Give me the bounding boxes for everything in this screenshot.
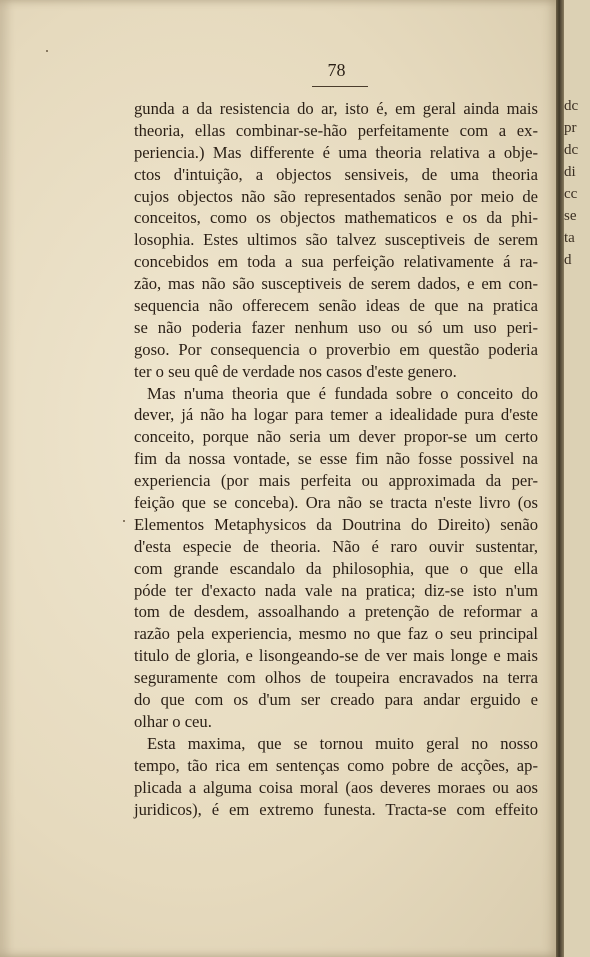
next-page-fragment: ta bbox=[564, 230, 575, 246]
text-line: com grande escandalo da philosophia, que o que ella bbox=[134, 558, 538, 578]
pencil-mark bbox=[46, 50, 48, 52]
text-line: plicada a alguma coisa moral (aos deveres moraes ou aos bbox=[134, 777, 538, 797]
text-line: conceitos, como os objectos mathematicos e os da phi- bbox=[134, 208, 538, 228]
text-line: do que com os d'um ser creado para andar erguido e bbox=[134, 690, 538, 710]
pencil-mark bbox=[123, 520, 125, 522]
next-page-fragment: dc bbox=[564, 142, 579, 158]
text-line: razão pela experiencia, mesmo no que faz o seu principal bbox=[134, 624, 538, 644]
text-line: periencia.) Mas differente é uma theoria relativa a obje- bbox=[134, 142, 538, 162]
text-line: feição que se conceba). Ora não se tracta n'este livro (os bbox=[134, 493, 538, 513]
text-line: Elementos Metaphysicos da Doutrina do Direito) senão bbox=[134, 514, 538, 534]
text-line: losophia. Estes ultimos são talvez susceptiveis de serem bbox=[134, 230, 538, 250]
text-line: se não poderia fazer nenhum uso ou só um uso peri- bbox=[134, 317, 538, 337]
next-page-fragment: di bbox=[564, 164, 576, 180]
next-page-fragment: pr bbox=[564, 120, 577, 136]
text-line: titulo de gloria, e lisongeando-se de ver mais longe e mais bbox=[134, 646, 538, 666]
next-page-fragment: cc bbox=[564, 186, 578, 202]
book-gutter bbox=[556, 0, 564, 957]
text-line: seguramente com olhos de toupeira encravados na terra bbox=[134, 668, 538, 688]
text-line: juridicos), é em extremo funesta. Tracta-se com effeito bbox=[134, 799, 538, 819]
next-page-fragment: se bbox=[564, 208, 577, 224]
text-line: dever, já não ha logar para temer a idealidade pura d'este bbox=[134, 405, 538, 425]
text-line: olhar o ceu. bbox=[134, 711, 212, 731]
header-rule bbox=[312, 86, 368, 87]
text-line: tempo, tão rica em sentenças como pobre de acções, ap- bbox=[134, 755, 538, 775]
text-line: goso. Por consequencia o proverbio em questão poderia bbox=[134, 339, 538, 359]
text-line: zão, mas não são susceptiveis de serem dados, e em con- bbox=[134, 274, 538, 294]
text-line: conceito, porque não seria um dever propor-se um certo bbox=[134, 427, 538, 447]
text-line: cujos objectos não são representados senão por meio de bbox=[134, 186, 538, 206]
text-line: fim da nossa vontade, se esse fim não fosse possivel na bbox=[134, 449, 538, 469]
text-line: Mas n'uma theoria que é fundada sobre o conceito do bbox=[147, 383, 538, 403]
text-line: gunda a da resistencia do ar, isto é, em geral ainda mais bbox=[134, 99, 538, 118]
text-line: Esta maxima, que se tornou muito geral no nosso bbox=[147, 733, 538, 753]
text-line: concebidos em toda a sua perfeição relativamente á ra- bbox=[134, 252, 538, 272]
next-page-fragment: d bbox=[564, 252, 572, 268]
text-line: ter o seu quê de verdade nos casos d'este genero. bbox=[134, 361, 457, 381]
text-line: póde ter d'exacto nada vale na pratica; diz-se isto n'um bbox=[134, 580, 538, 600]
text-line: experiencia (por mais perfeita ou approximada da per- bbox=[134, 471, 538, 491]
text-line: d'esta especie de theoria. Não é raro ouvir sustentar, bbox=[134, 536, 538, 556]
text-line: theoria, ellas combinar-se-hão perfeitamente com a ex- bbox=[134, 120, 538, 140]
body-text bbox=[134, 98, 538, 820]
text-line: sequencia não offerecem senão ideas de que na pratica bbox=[134, 296, 538, 316]
text-line: tom de desdem, assoalhando a pretenção de reformar a bbox=[134, 602, 538, 622]
page-number: 78 bbox=[327, 60, 346, 80]
text-line: ctos d'intuição, a objectos sensiveis, de uma theoria bbox=[134, 164, 538, 184]
next-page-fragment: dc bbox=[564, 98, 579, 114]
next-page-edge bbox=[564, 0, 590, 957]
